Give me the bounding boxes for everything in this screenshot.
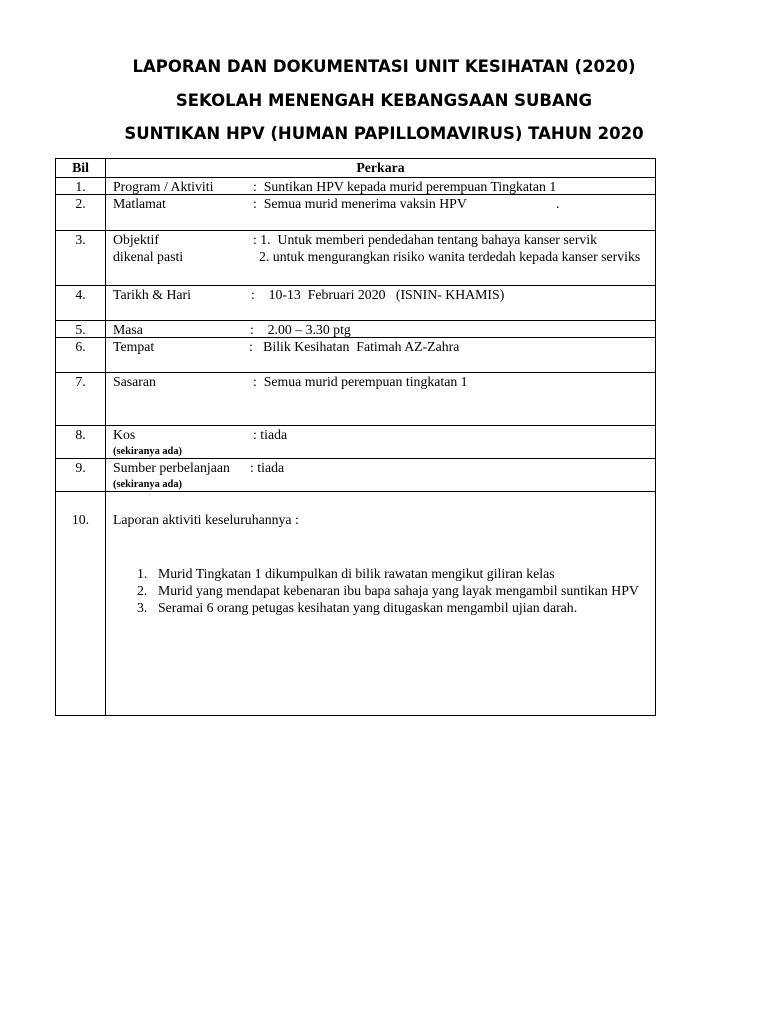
- activity-list-item: [106, 599, 655, 616]
- field-line: [106, 338, 655, 355]
- field-label: Tarikh & Hari: [113, 287, 191, 302]
- field-line: [106, 459, 655, 476]
- row-content: [106, 492, 655, 715]
- field-note: (sekiranya ada): [113, 479, 182, 490]
- table-row: [56, 337, 655, 372]
- list-item-text: Murid Tingkatan 1 dikumpulkan di bilik rawatan mengikut giliran kelas: [158, 566, 555, 581]
- activity-list-item: [106, 565, 655, 582]
- header-perkara: Perkara: [356, 160, 405, 175]
- activity-report-label: Laporan aktiviti keseluruhannya :: [113, 512, 299, 527]
- list-item-number: 2.: [137, 583, 148, 598]
- row-number: 6.: [75, 339, 86, 354]
- row-number: 7.: [75, 374, 86, 389]
- field-value: : Suntikan HPV kepada murid perempuan Tingkatan 1: [253, 179, 557, 194]
- field-label: Masa: [113, 322, 143, 337]
- field-value: : 2.00 – 3.30 ptg: [250, 322, 351, 337]
- field-value: : Semua murid menerima vaksin HPV: [253, 196, 467, 211]
- report-title: LAPORAN DAN DOKUMENTASI UNIT KESIHATAN (2020): [132, 57, 636, 76]
- field-line: [106, 321, 655, 338]
- field-line: [106, 248, 655, 265]
- list-item-number: 1.: [137, 566, 148, 581]
- field-value: : Semua murid perempuan tingkatan 1: [253, 374, 468, 389]
- table-row: [56, 458, 655, 491]
- row-number: 4.: [75, 287, 86, 302]
- field-value: : tiada: [253, 427, 288, 442]
- row-number: 8.: [75, 427, 86, 442]
- field-value-continued: 2. untuk mengurangkan risiko wanita terdedah kepada kanser serviks: [259, 249, 641, 264]
- row-number: 2.: [75, 196, 86, 211]
- row-content: [106, 178, 655, 194]
- list-item-text: Seramai 6 orang petugas kesihatan yang ditugaskan mengambil ujian darah.: [158, 600, 578, 615]
- row-content: [106, 338, 655, 372]
- row-content: [106, 459, 655, 491]
- row-number: 3.: [75, 232, 86, 247]
- field-value: : 1. Untuk memberi pendedahan tentang bahaya kanser servik: [253, 232, 598, 247]
- list-item-text: Murid yang mendapat kebenaran ibu bapa sahaja yang layak mengambil suntikan HPV: [158, 583, 639, 598]
- row-number: 1.: [75, 179, 86, 194]
- program-title: SUNTIKAN HPV (HUMAN PAPILLOMAVIRUS) TAHUN 2020: [124, 124, 644, 143]
- field-label: Objektif: [113, 232, 159, 247]
- row-number: 9.: [75, 460, 86, 475]
- table-row: [56, 425, 655, 458]
- field-trailing-mark: .: [556, 196, 560, 211]
- field-value: : tiada: [250, 460, 285, 475]
- table-header-row: [56, 159, 655, 177]
- field-line: [106, 195, 655, 212]
- field-label: Matlamat: [113, 196, 166, 211]
- table-row: [56, 285, 655, 320]
- row-content: [106, 286, 655, 320]
- field-line: [106, 426, 655, 443]
- field-label: Tempat: [113, 339, 155, 354]
- table-row: [56, 177, 655, 194]
- list-item-number: 3.: [137, 600, 148, 615]
- field-line: [106, 286, 655, 303]
- field-value: : Bilik Kesihatan Fatimah AZ-Zahra: [249, 339, 460, 354]
- row-content: [106, 373, 655, 425]
- field-label: Sasaran: [113, 374, 156, 389]
- table-row: [56, 491, 655, 715]
- report-table: [55, 158, 656, 716]
- field-value: : 10-13 Februari 2020 (ISNIN- KHAMIS): [251, 287, 505, 302]
- table-row: [56, 372, 655, 425]
- row-content: [106, 231, 655, 285]
- field-label: Sumber perbelanjaan: [113, 460, 230, 475]
- row-content: [106, 321, 655, 337]
- table-row: [56, 230, 655, 285]
- field-label: Kos: [113, 427, 136, 442]
- row-number: 10.: [71, 512, 90, 527]
- field-line: [106, 231, 655, 248]
- row-content: [106, 426, 655, 458]
- field-note: (sekiranya ada): [113, 446, 182, 457]
- school-name: SEKOLAH MENENGAH KEBANGSAAN SUBANG: [175, 91, 593, 110]
- table-row: [56, 320, 655, 337]
- activity-list-item: [106, 582, 655, 599]
- row-number: 5.: [75, 322, 86, 337]
- field-line: [106, 373, 655, 390]
- header-bil: Bil: [72, 160, 89, 175]
- field-label: Program / Aktiviti: [113, 179, 214, 194]
- row-content: [106, 195, 655, 230]
- field-label-continued: dikenal pasti: [113, 249, 184, 264]
- table-row: [56, 194, 655, 230]
- field-line: [106, 178, 655, 195]
